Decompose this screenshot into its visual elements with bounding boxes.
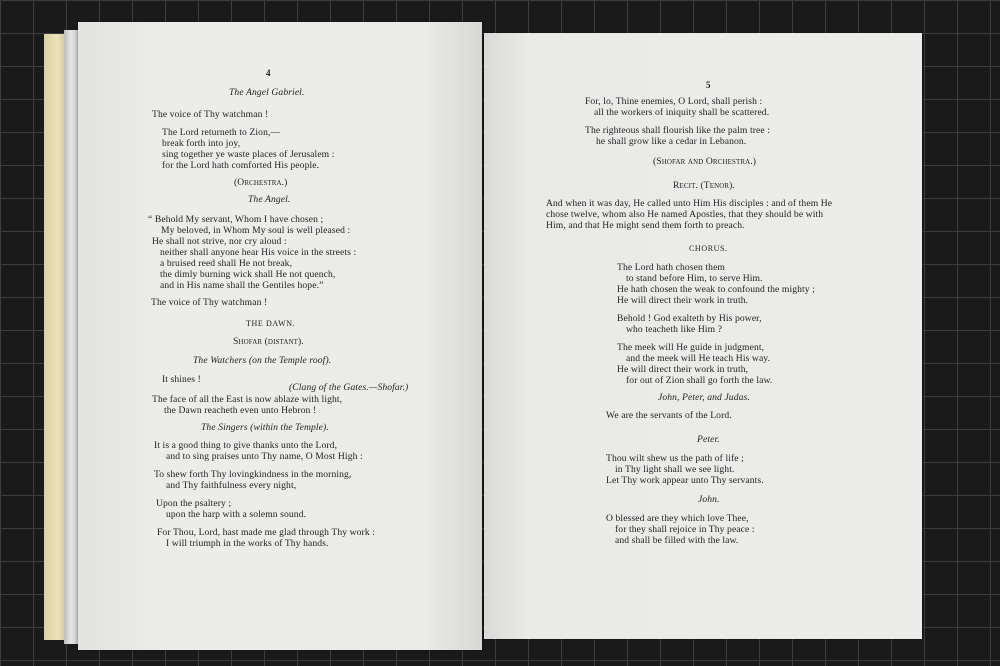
verse-line: The Lord returneth to Zion,— bbox=[162, 127, 281, 138]
right-page bbox=[484, 33, 922, 639]
stage-direction: Recit. (Tenor). bbox=[673, 180, 735, 191]
verse-line: for the Lord hath comforted His people. bbox=[162, 160, 320, 171]
speaker-heading: The Angel. bbox=[248, 194, 291, 205]
verse-line: and to sing praises unto Thy name, O Most High : bbox=[166, 451, 363, 462]
page-number: 4 bbox=[266, 68, 271, 78]
verse-line: a bruised reed shall He not break, bbox=[160, 258, 293, 269]
verse-line: the Dawn reacheth even unto Hebron ! bbox=[164, 405, 317, 416]
verse-line: all the workers of iniquity shall be scattered. bbox=[594, 107, 770, 118]
book-spine bbox=[44, 34, 66, 640]
verse-line: neither shall anyone hear His voice in the streets : bbox=[160, 247, 357, 258]
verse-line: he shall grow like a cedar in Lebanon. bbox=[596, 136, 747, 147]
speaker-heading: The Watchers (on the Temple roof). bbox=[193, 355, 332, 366]
verse-line: O blessed are they which love Thee, bbox=[606, 513, 749, 524]
verse-line: He shall not strive, nor cry aloud : bbox=[152, 236, 287, 247]
verse-line: The voice of Thy watchman ! bbox=[151, 297, 268, 308]
speaker-heading: John. bbox=[698, 494, 720, 505]
verse-line: and shall be filled with the law. bbox=[615, 535, 739, 546]
verse-line: Thou wilt shew us the path of life ; bbox=[606, 453, 744, 464]
verse-line: The voice of Thy watchman ! bbox=[152, 109, 269, 120]
verse-line: break forth into joy, bbox=[162, 138, 241, 149]
verse-line: sing together ye waste places of Jerusalem : bbox=[162, 149, 335, 160]
verse-line: who teacheth like Him ? bbox=[626, 324, 723, 335]
verse-line: It shines ! bbox=[162, 374, 201, 385]
verse-line: My beloved, in Whom My soul is well pleased : bbox=[161, 225, 351, 236]
verse-line: and the meek will He teach His way. bbox=[626, 353, 771, 364]
speaker-heading: John, Peter, and Judas. bbox=[658, 392, 750, 403]
verse-line: It is a good thing to give thanks unto the Lord, bbox=[154, 440, 338, 451]
verse-line: To shew forth Thy lovingkindness in the morning, bbox=[154, 469, 352, 480]
verse-line: Upon the psaltery ; bbox=[156, 498, 232, 509]
speaker-heading: Peter. bbox=[697, 434, 720, 445]
verse-line: He will direct their work in truth, bbox=[617, 364, 749, 375]
prose-line: Him, and that He might send them forth to preach. bbox=[546, 220, 745, 231]
verse-line: and in His name shall the Gentiles hope.” bbox=[160, 280, 324, 291]
verse-line: upon the harp with a solemn sound. bbox=[166, 509, 307, 520]
stage-direction: (Shofar and Orchestra.) bbox=[653, 156, 757, 167]
verse-line: to stand before Him, to serve Him. bbox=[626, 273, 763, 284]
verse-line: in Thy light shall we see light. bbox=[615, 464, 735, 475]
verse-line: for out of Zion shall go forth the law. bbox=[626, 375, 773, 386]
verse-line: Let Thy work appear unto Thy servants. bbox=[606, 475, 764, 486]
verse-line: The Lord hath chosen them bbox=[617, 262, 725, 273]
speaker-heading: The Angel Gabriel. bbox=[229, 87, 305, 98]
section-heading: THE DAWN. bbox=[246, 319, 296, 328]
stage-direction: (Orchestra.) bbox=[234, 177, 288, 188]
page-number: 5 bbox=[706, 80, 711, 90]
speaker-heading: The Singers (within the Temple). bbox=[201, 422, 329, 433]
verse-line: “ Behold My servant, Whom I have chosen ; bbox=[148, 214, 324, 225]
verse-line: Behold ! God exalteth by His power, bbox=[617, 313, 762, 324]
stage-direction: Shofar (distant). bbox=[233, 336, 304, 347]
verse-line: For Thou, Lord, hast made me glad through Thy work : bbox=[157, 527, 376, 538]
verse-line: He hath chosen the weak to confound the mighty ; bbox=[617, 284, 815, 295]
verse-line: We are the servants of the Lord. bbox=[606, 410, 732, 421]
page-stack-edge bbox=[64, 30, 78, 644]
verse-line: and Thy faithfulness every night, bbox=[166, 480, 297, 491]
verse-line: For, lo, Thine enemies, O Lord, shall perish : bbox=[585, 96, 763, 107]
verse-line: The meek will He guide in judgment, bbox=[617, 342, 765, 353]
prose-line: And when it was day, He called unto Him His disciples : and of them He bbox=[546, 198, 833, 209]
verse-line: I will triumph in the works of Thy hands. bbox=[166, 538, 329, 549]
verse-line: The righteous shall flourish like the palm tree : bbox=[585, 125, 771, 136]
verse-line: for they shall rejoice in Thy peace : bbox=[615, 524, 755, 535]
prose-line: chose twelve, whom also He named Apostles, that they should be with bbox=[546, 209, 824, 220]
verse-line: the dimly burning wick shall He not quench, bbox=[160, 269, 336, 280]
verse-line: The face of all the East is now ablaze with light, bbox=[152, 394, 343, 405]
stage-direction: (Clang of the Gates.—Shofar.) bbox=[289, 382, 409, 393]
left-page bbox=[78, 22, 482, 650]
section-heading: CHORUS. bbox=[689, 244, 728, 253]
verse-line: He will direct their work in truth. bbox=[617, 295, 749, 306]
